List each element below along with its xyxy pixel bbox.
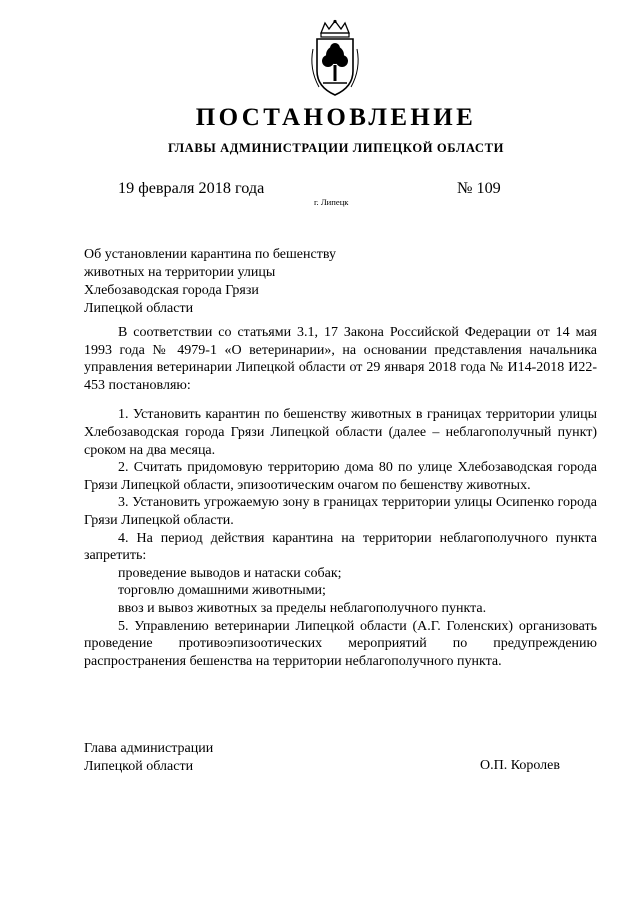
document-date: 19 февраля 2018 года — [118, 179, 265, 197]
signature-position — [84, 740, 213, 776]
item-4-subitem: ввоз и вывоз животных за пределы неблагополучного пункта. — [118, 600, 487, 616]
item-5-paragraph: 5. Управлению ветеринарии Липецкой области (А.Г. Голенских) организовать проведение противоэпизоотических мероприятий по предупреждению распространения бешенства на территории неблагополучного пункта. — [84, 618, 597, 669]
item-1-paragraph: 1. Установить карантин по бешенству животных в границах территории улицы Хлебозаводская города Грязи Липецкой области (далее – неблагополучный пункт) сроком на два месяца. — [84, 407, 597, 458]
subject-line: животных на территории улицы — [84, 265, 276, 280]
item-3-paragraph: 3. Установить угрожаемую зону в границах территории улицы Осипенко города Грязи Липецкой области. — [84, 495, 597, 528]
subject-line: Хлебозаводская города Грязи — [84, 283, 259, 298]
document-subject — [84, 246, 384, 318]
coat-of-arms-emblem — [307, 19, 363, 97]
subject-line: Об установлении карантина по бешенству — [84, 247, 336, 262]
signature-position-line: Глава администрации — [84, 741, 214, 756]
signature-name: О.П. Королев — [480, 758, 560, 773]
document-body — [84, 324, 597, 670]
document-subtitle: ГЛАВЫ АДМИНИСТРАЦИИ ЛИПЕЦКОЙ ОБЛАСТИ — [167, 141, 505, 155]
document-title: ПОСТАНОВЛЕНИЕ — [195, 104, 477, 131]
item-4-subitem: торговлю домашними животными; — [118, 583, 326, 599]
preamble-paragraph: В соответствии со статьями 3.1, 17 Закона Российской Федерации от 14 мая 1993 года № 4979-1 «О ветеринарии», на основании представления начальника управления ветеринарии Липецкой области от 29 января 2018 года № И14-2018 И22-453 постановляю: — [84, 325, 597, 393]
document-place: г. Липецк — [314, 197, 349, 207]
document-number: № 109 — [457, 179, 501, 197]
subject-line: Липецкой области — [84, 301, 194, 316]
item-2-paragraph: 2. Считать придомовую территорию дома 80 по улице Хлебозаводская города Грязи Липецкой области, эпизоотическим очагом по бешенству животных. — [84, 460, 597, 493]
item-4-paragraph: 4. На период действия карантина на территории неблагополучного пункта запретить: — [84, 530, 597, 564]
item-4-subitem: проведение выводов и натаски собак; — [118, 565, 342, 581]
signature-position-line: Липецкой области — [84, 759, 194, 774]
